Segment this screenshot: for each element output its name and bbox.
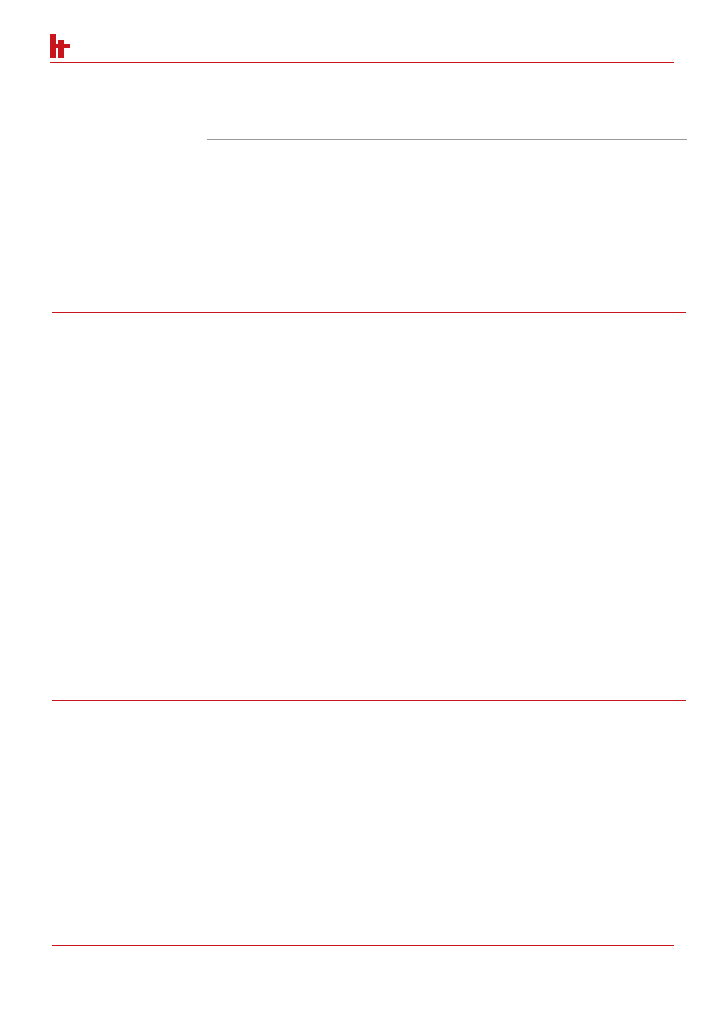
huaxi-logo-icon	[50, 34, 70, 58]
company-logo	[50, 34, 76, 58]
section-divider	[207, 139, 687, 140]
figure-divider	[52, 312, 686, 313]
source-divider	[52, 700, 686, 701]
footer-divider	[52, 945, 674, 946]
header-divider	[50, 62, 674, 63]
